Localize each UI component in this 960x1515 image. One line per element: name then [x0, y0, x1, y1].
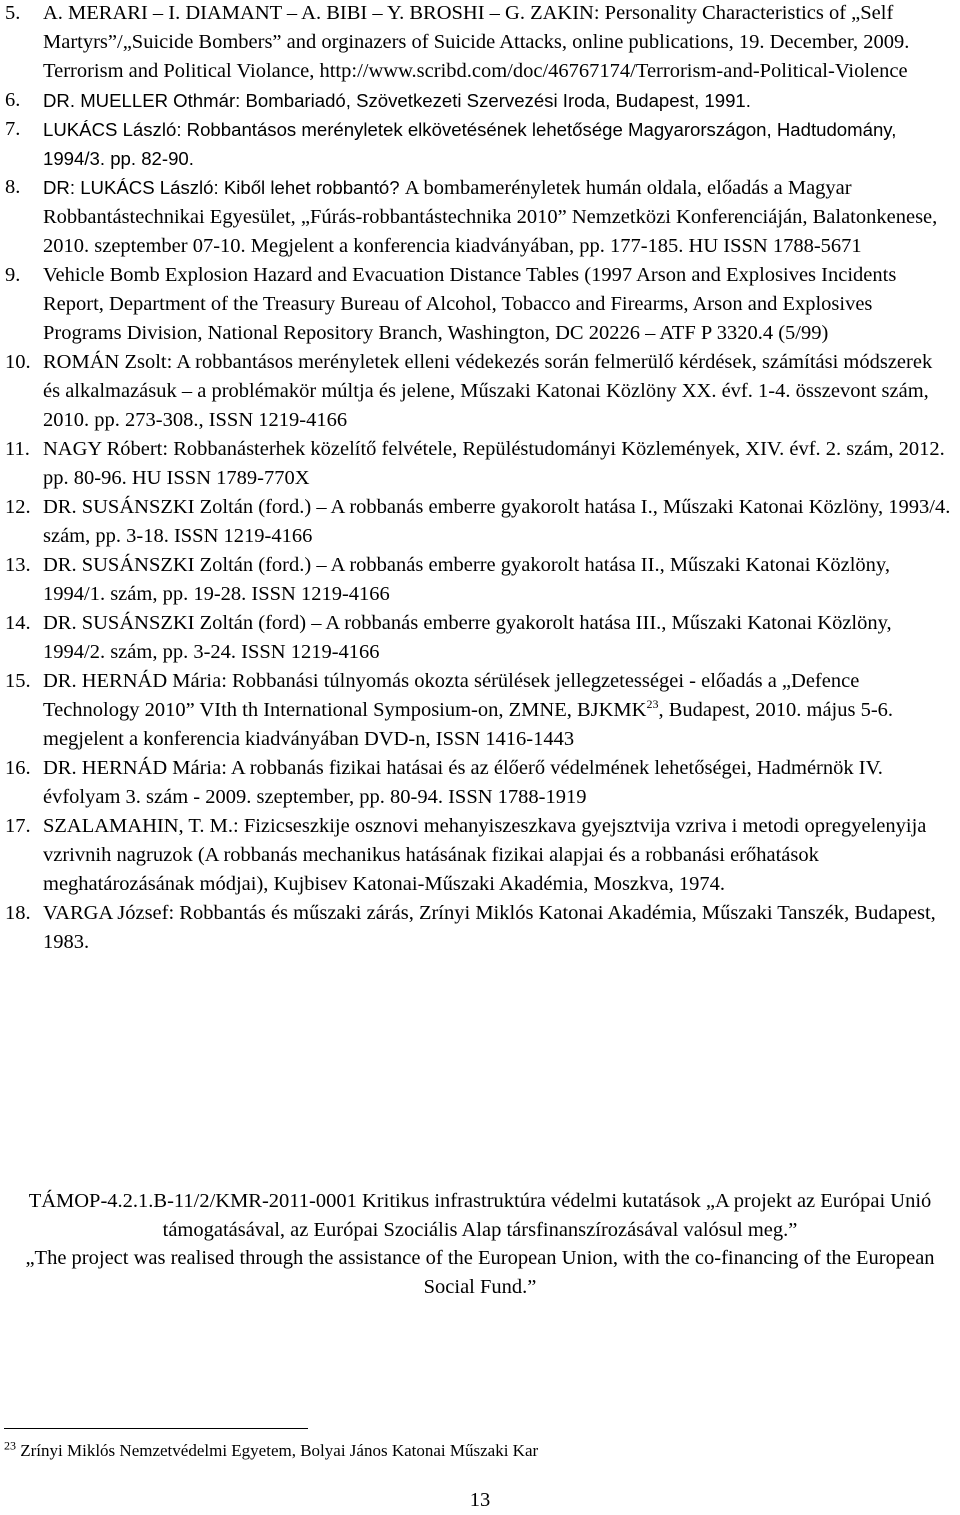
reference-text: Vehicle Bomb Explosion Hazard and Evacuation Distance Tables (1997 Arson and Explosives Incidents Report, Department of the Treasury Bureau of Alcohol, Tobacco and Firearms, Arson and Explosives Programs Division, National Repository Branch, Washington, DC 20226 – ATF P 3320.4 (5/99): [43, 264, 897, 344]
reference-item: [0, 551, 960, 609]
footnote-reference-mark[interactable]: 23: [646, 697, 659, 712]
reference-number: 14.: [5, 612, 31, 634]
reference-number: 9.: [5, 264, 21, 286]
reference-text: DR. SUSÁNSZKI Zoltán (ford.) – A robbanás emberre gyakorolt hatása II., Műszaki Katonai Közlöny, 1994/1. szám, pp. 19-28. ISSN 1219-4166: [43, 554, 890, 605]
reference-number: 13.: [5, 554, 31, 576]
reference-text: DR. HERNÁD Mária: A robbanás fizikai hatásai és az élőerő védelmének lehetőségei, Hadmérnök IV. évfolyam 3. szám - 2009. szeptember, pp. 80-94. ISSN 1788-1919: [43, 757, 883, 808]
reference-item: [0, 348, 960, 435]
reference-item: [0, 667, 960, 754]
reference-number: 11.: [5, 438, 30, 460]
reference-number: 17.: [5, 815, 31, 837]
page-number: 13: [469, 1489, 491, 1511]
reference-text: DR. HERNÁD Mária: Robbanási túlnyomás okozta sérülések jellegzetességei - előadás a „Defence Technology 2010” VIth th International Symposium-on, ZMNE, BJKMK: [43, 670, 860, 721]
reference-item: [0, 812, 960, 899]
reference-number: 18.: [5, 902, 31, 924]
funding-acknowledgement: [0, 1187, 960, 1301]
reference-text: A bombamerényletek humán oldala, előadás a Magyar Robbantástechnikai Egyesület, „Fúrás-robbantástechnika 2010” Nemzetközi Konferenciáján, Balatonkenese, 2010. szeptember 07-10. Megjelent a konferencia kiadványában, pp. 177-185. HU ISSN 1788-5671: [43, 177, 938, 257]
reference-number: 6.: [5, 89, 21, 111]
reference-number: 10.: [5, 351, 31, 373]
reference-text: NAGY Róbert: Robbanásterhek közelítő felvétele, Repüléstudományi Közlemények, XIV. évf. 2. szám, 2012. pp. 80-96. HU ISSN 1789-770X: [43, 438, 945, 489]
reference-number: 12.: [5, 496, 31, 518]
reference-number: 8.: [5, 176, 21, 198]
reference-text: A. MERARI – I. DIAMANT – A. BIBI – Y. BROSHI – G. ZAKIN: Personality Characteristics of „Self Martyrs”/„Suicide Bombers” and orginazers of Suicide Attacks, online publications, 19. December, 2009. Terrorism and Political Violance, http://www.scribd.com/doc/46767174/Terrorism-and-Political-Violence: [43, 2, 910, 82]
reference-item: [0, 173, 960, 261]
reference-text: VARGA József: Robbantás és műszaki zárás, Zrínyi Miklós Katonai Akadémia, Műszaki Tanszék, Budapest, 1983.: [43, 902, 936, 953]
reference-item: [0, 609, 960, 667]
footnote-separator: [4, 1428, 308, 1429]
reference-item: [0, 899, 960, 957]
reference-item: [0, 754, 960, 812]
reference-text-title: DR: LUKÁCS László: Kiből lehet robbantó?: [43, 177, 405, 198]
reference-text: ROMÁN Zsolt: A robbantásos merényletek elleni védekezés során felmerülő kérdések, számítási módszerek és alkalmazásuk – a problémakör múltja és jelene, Műszaki Katonai Közlöny XX. évf. 1-4. összevont szám, 2010. pp. 273-308., ISSN 1219-4166: [43, 351, 933, 431]
funding-text-english: „The project was realised through the assistance of the European Union, with the co-financing of the European Social Fund.”: [25, 1247, 935, 1298]
funding-text-hungarian: TÁMOP-4.2.1.B-11/2/KMR-2011-0001 Kritikus infrastruktúra védelmi kutatások „A projekt az Európai Unió támogatásával, az Európai Szociális Alap társfinanszírozásával valósul meg.”: [28, 1190, 932, 1241]
reference-number: 15.: [5, 670, 31, 692]
reference-text: DR. SUSÁNSZKI Zoltán (ford) – A robbanás emberre gyakorolt hatása III., Műszaki Katonai Közlöny, 1994/2. szám, pp. 3-24. ISSN 1219-4166: [43, 612, 892, 663]
reference-item: [0, 0, 960, 86]
reference-item: [0, 86, 960, 115]
reference-number: 5.: [5, 2, 21, 24]
reference-item: [0, 435, 960, 493]
reference-item: [0, 261, 960, 348]
reference-item: [0, 115, 960, 173]
footnote-mark: 23: [4, 1438, 16, 1453]
reference-number: 16.: [5, 757, 31, 779]
reference-number: 7.: [5, 118, 21, 140]
reference-text: SZALAMAHIN, T. M.: Fizicseszkije osznovi mehanyiszeszkava gyejsztvija vzriva i metodi opregyelenyija vzrivnih nagruzok (A robbanás mechanikus hatásának fizikai alapjai és a robbanási erőhatások meghatározásának módjai), Kujbisev Katonai-Műszaki Akadémia, Moszkva, 1974.: [43, 815, 927, 895]
reference-text: DR. SUSÁNSZKI Zoltán (ford.) – A robbanás emberre gyakorolt hatása I., Műszaki Katonai Közlöny, 1993/4. szám, pp. 3-18. ISSN 1219-4166: [43, 496, 951, 547]
reference-text-continued: , Budapest, 2010. május 5-6. megjelent a konferencia kiadványában DVD-n, ISSN 1416-1443: [43, 699, 894, 750]
footnote: [4, 1440, 538, 1462]
reference-text: DR. MUELLER Othmár: Bombariadó, Szövetkezeti Szervezési Iroda, Budapest, 1991.: [43, 90, 751, 111]
footnote-text: Zrínyi Miklós Nemzetvédelmi Egyetem, Bolyai János Katonai Műszaki Kar: [16, 1441, 539, 1460]
reference-text: LUKÁCS László: Robbantásos merényletek elkövetésének lehetősége Magyarországon, Hadtudomány, 1994/3. pp. 82-90.: [43, 119, 897, 169]
reference-item: [0, 493, 960, 551]
